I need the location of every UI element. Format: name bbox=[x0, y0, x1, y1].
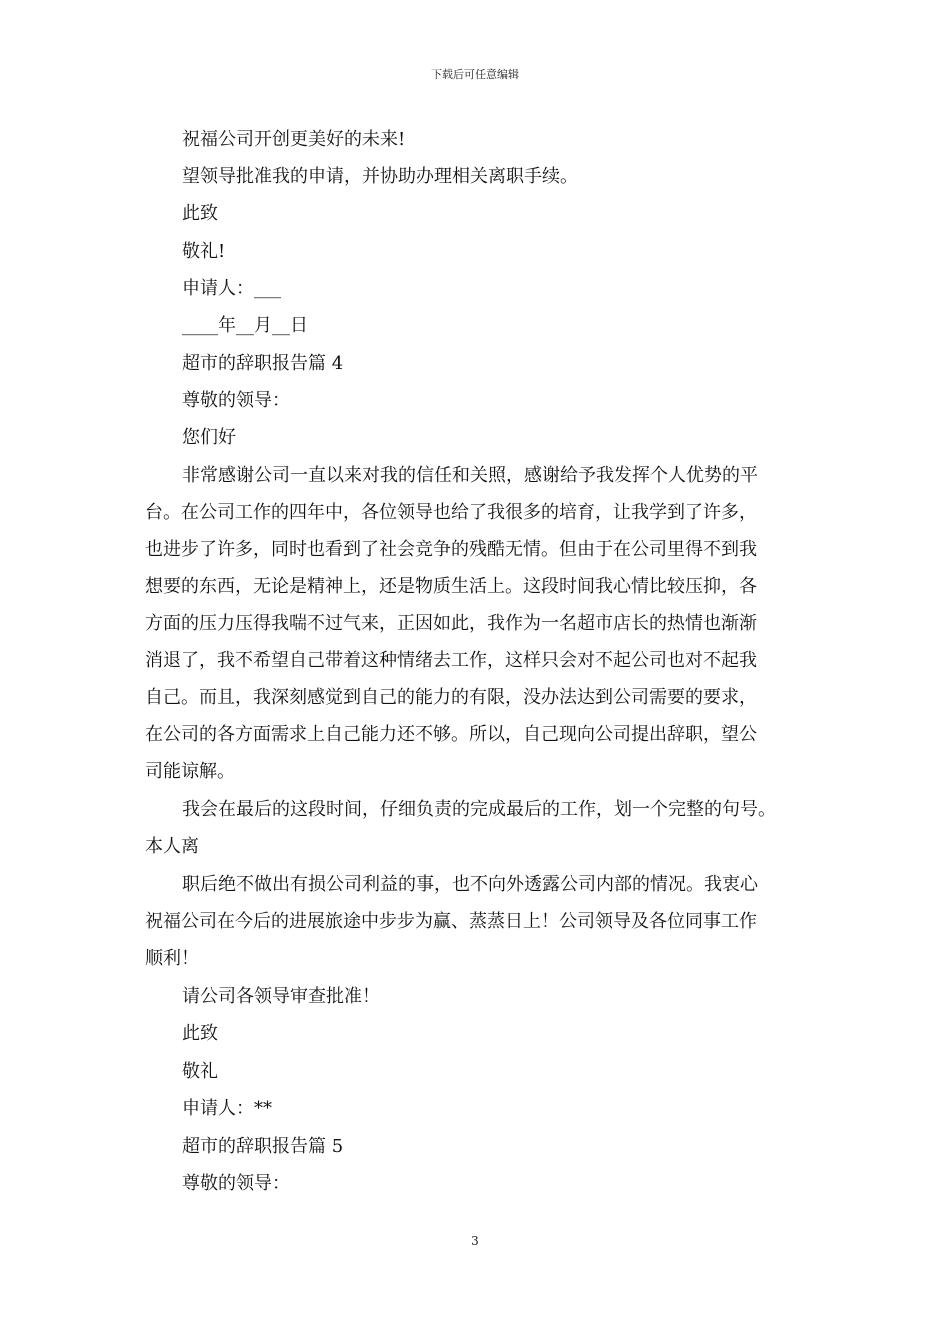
text-line: 请公司各领导审查批准！ bbox=[182, 986, 380, 1007]
text-line: 祝福公司开创更美好的未来! bbox=[182, 129, 406, 150]
text-line: 望领导批准我的申请，并协助办理相关离职手续。 bbox=[182, 166, 578, 187]
paragraph-line: 方面的压力压得我喘不过气来，正因如此，我作为一名超市店长的热情也渐渐 bbox=[145, 613, 757, 634]
paragraph-line: 非常感谢公司一直以来对我的信任和关照，感谢给予我发挥个人优势的平 bbox=[182, 465, 758, 486]
paragraph-line: 我会在最后的这段时间，仔细负责的完成最后的工作，划一个完整的句号。 bbox=[182, 799, 776, 820]
paragraph-line: 职后绝不做出有损公司利益的事，也不向外透露公司内部的情况。我衷心 bbox=[182, 874, 758, 895]
section-heading: 超市的辞职报告篇 5 bbox=[182, 1136, 344, 1157]
paragraph-line: 想要的东西，无论是精神上，还是物质生活上。这段时间我心情比较压抑，各 bbox=[145, 576, 757, 597]
salutation: 尊敬的领导： bbox=[182, 390, 290, 411]
date-line: ____年__月__日 bbox=[182, 315, 308, 336]
text-line: 申请人：** bbox=[182, 1098, 272, 1119]
paragraph-line: 自己。而且，我深刻感觉到自己的能力的有限，没办法达到公司需要的要求， bbox=[145, 687, 757, 708]
section-heading: 超市的辞职报告篇 4 bbox=[182, 353, 344, 374]
paragraph-line: 消退了，我不希望自己带着这种情绪去工作，这样只会对不起公司也对不起我 bbox=[145, 650, 757, 671]
paragraph-line: 在公司的各方面需求上自己能力还不够。所以，自己现向公司提出辞职，望公 bbox=[145, 724, 757, 745]
paragraph-line: 顺利！ bbox=[145, 948, 199, 969]
paragraph-line: 祝福公司在今后的进展旅途中步步为赢、蒸蒸日上！公司领导及各位同事工作 bbox=[145, 911, 757, 932]
text-line: 敬礼 bbox=[182, 1061, 218, 1082]
text-line: 敬礼! bbox=[182, 241, 226, 262]
paragraph-line: 司能谅解。 bbox=[145, 761, 235, 782]
paragraph-line: 台。在公司工作的四年中，各位领导也给了我很多的培育，让我学到了许多， bbox=[145, 502, 757, 523]
greeting: 您们好 bbox=[182, 427, 236, 448]
paragraph-line: 也进步了许多，同时也看到了社会竞争的残酷无情。但由于在公司里得不到我 bbox=[145, 539, 757, 560]
text-line: 此致 bbox=[182, 203, 218, 224]
text-line: 申请人：___ bbox=[182, 278, 281, 299]
page-number: 3 bbox=[471, 1234, 479, 1248]
paragraph-line: 本人离 bbox=[145, 836, 199, 857]
page-header: 下载后可任意编辑 bbox=[431, 68, 519, 81]
text-line: 此致 bbox=[182, 1023, 218, 1044]
salutation: 尊敬的领导： bbox=[182, 1173, 290, 1194]
